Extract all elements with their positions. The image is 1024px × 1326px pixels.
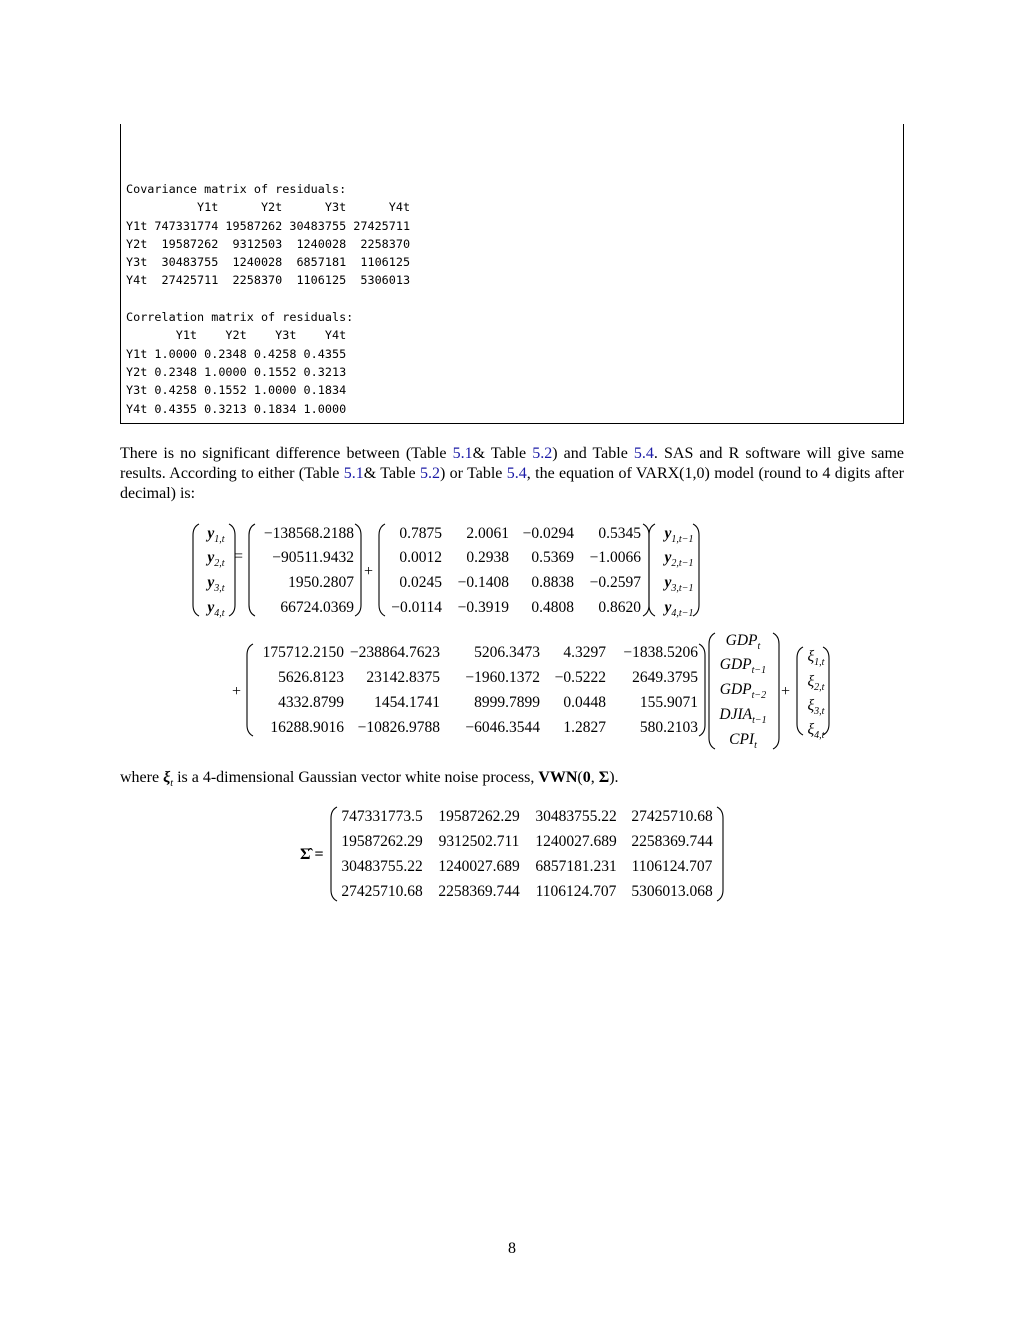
correlation-row: Y2t 0.2348 1.0000 0.1552 0.3213 [126,364,347,379]
xi-entry: $\xi_{4,t}$ [807,721,825,742]
theta-cell: 5626.8123 [278,669,344,686]
text: where [120,769,164,786]
covariance-row: Y4t 27425711 2258370 1106125 5306013 [126,273,411,288]
table-ref-link[interactable]: 5.1 [343,465,364,482]
theta-cell: 4.3297 [563,644,606,661]
phi-cell: 0.8620 [598,599,641,616]
text: , [590,769,599,786]
sigma-cell: 19587262.29 [341,833,423,850]
phi-cell: −1.0066 [589,549,641,566]
lag-vector-entry: $y_{2,t-1}$ [664,549,694,570]
exog-cell [712,681,774,701]
exog-entry: $DJIA_{t-1}$ [719,706,767,727]
xi-entry: $\xi_{2,t}$ [807,673,825,694]
y-vector-right-paren [228,523,236,617]
xi-symbol: ξ [163,769,171,786]
exog-entry: $GDP_{t-2}$ [719,681,767,702]
sigma-cell: 1106124.707 [535,883,617,900]
y-vector-entry: $y_{3,t}$ [207,574,225,595]
exog-entry: $GDP_{t-1}$ [719,656,767,677]
text: ) or Table [439,465,507,482]
exog-cell [712,731,774,751]
lag-vector-entry: $y_{4,t-1}$ [664,599,694,620]
equals-sign: = [234,548,244,565]
sigma-cell: 30483755.22 [535,808,617,825]
intercept-right-paren [354,523,362,617]
exog-cell [712,706,774,726]
table-ref-link[interactable]: 5.4 [506,465,527,482]
intercept-cell: −90511.9432 [272,549,354,566]
sigma-cell: 30483755.22 [341,858,423,875]
code-output-text [126,180,410,418]
theta-cell: 175712.2150 [262,644,344,661]
correlation-row: Y4t 0.4355 0.3213 0.1834 1.0000 [126,401,347,416]
text: ( [577,769,583,786]
phi-cell: −0.1408 [457,574,509,591]
theta-cell: 5206.3473 [474,644,540,661]
sigma-cell: 1240027.689 [535,833,617,850]
theta-cell: −10826.9788 [357,719,440,736]
phi-cell: 0.5369 [531,549,574,566]
text: ) and Table [552,445,634,462]
lag-vector-left-paren [648,523,656,617]
sigma-cell: 5306013.068 [631,883,713,900]
theta-cell: 8999.7899 [474,694,540,711]
sigma-right-paren [716,806,724,902]
theta-cell: 16288.9016 [270,719,344,736]
text: There is no significant difference between (Table [120,445,453,462]
code-output-box [120,124,904,424]
exog-entry: $CPI_t$ [729,731,757,752]
theta-cell: −1838.5206 [623,644,698,661]
exog-right-paren [772,632,780,750]
xi-subscript: t [170,778,174,790]
text: . SAS and R software will give same results. According to either (Table [120,445,904,482]
intercept-cell: −138568.2188 [263,525,354,542]
where-line [120,769,619,789]
theta-cell: −6046.3544 [465,719,540,736]
correlation-row: Y3t 0.4258 0.1552 1.0000 0.1834 [126,383,347,398]
text: ). [609,769,619,786]
exog-entry: $GDP_t$ [725,632,761,653]
sigma-hat-label-wrap [300,846,324,864]
table-ref-link[interactable]: 5.2 [532,445,553,462]
y-vector-entry: $y_{2,t}$ [207,549,225,570]
lag-vector-right-paren [692,523,700,617]
theta-cell: 2649.3795 [632,669,698,686]
sigma-cell: 747331773.5 [341,808,423,825]
page-number: 8 [508,1240,516,1257]
correlation-header: Y1t Y2t Y3t Y4t [126,328,347,343]
xi-right-paren [822,646,830,736]
theta-cell: −238864.7623 [349,644,440,661]
theta-cell: −1960.1372 [465,669,540,686]
table-ref-link[interactable]: 5.2 [419,465,440,482]
intercept-cell: 1950.2807 [288,574,354,591]
sigma-cell: 19587262.29 [438,808,520,825]
sigma-cell: 2258369.744 [631,833,713,850]
covariance-header: Y1t Y2t Y3t Y4t [126,200,411,215]
phi-cell: −0.3919 [457,599,509,616]
text: , the equation of VARX(1,0) model (round to 4 digits after decimal) is: [120,465,905,502]
correlation-row: Y1t 1.0000 0.2348 0.4258 0.4355 [126,346,347,361]
theta-cell: 1454.1741 [374,694,440,711]
covariance-row: Y2t 19587262 9312503 1240028 2258370 [126,236,411,251]
zero-vector: 0 [582,769,591,786]
sigma-hat-label: Σ̂ = [300,846,324,863]
xi-entry: $\xi_{1,t}$ [807,648,825,669]
theta-cell: 4332.8799 [278,694,344,711]
vwn-label: VWN [538,769,578,786]
exog-cell [712,656,774,676]
y-vector-entry: $y_{4,t}$ [207,599,225,620]
phi-cell: 0.2938 [466,549,509,566]
phi-cell: 0.8838 [531,574,574,591]
theta-cell: 1.2827 [563,719,606,736]
phi-cell: 0.7875 [399,525,442,542]
theta-cell: 0.0448 [563,694,606,711]
text: & Table [472,445,533,462]
covariance-row: Y3t 30483755 1240028 6857181 1106125 [126,255,411,270]
text: & Table [363,465,420,482]
sigma-cell: 9312502.711 [438,833,520,850]
theta-cell: 155.9071 [639,694,698,711]
sigma-cell: 27425710.68 [341,883,423,900]
sigma-symbol: Σ [598,769,610,786]
sigma-cell: 27425710.68 [631,808,713,825]
phi-cell: 0.0012 [399,549,442,566]
phi-cell: 0.5345 [598,525,641,542]
sigma-cell: 1240027.689 [438,858,520,875]
theta-right-paren [698,643,706,737]
covariance-row: Y1t 747331774 19587262 30483755 27425711 [126,218,411,233]
theta-cell: −0.5222 [554,669,606,686]
theta-cell: 580.2103 [639,719,698,736]
phi-cell: −0.0114 [391,599,442,616]
sigma-cell: 1106124.707 [631,858,713,875]
plus-sign: + [781,683,791,700]
theta-cell: 23142.8375 [366,669,440,686]
y-vector-entry: $y_{1,t}$ [207,525,225,546]
intercept-cell: 66724.0369 [280,599,354,616]
lag-vector-entry: $y_{1,t-1}$ [664,525,694,546]
table-ref-link[interactable]: 5.4 [633,445,654,462]
sigma-cell: 6857181.231 [535,858,617,875]
phi-cell: 2.0061 [466,525,509,542]
plus-sign: + [232,683,242,700]
exog-cell [712,632,774,652]
body-paragraph [120,444,904,504]
correlation-heading: Correlation matrix of residuals: [126,310,354,325]
plus-sign: + [364,563,374,580]
covariance-heading: Covariance matrix of residuals: [126,182,347,196]
phi-cell: −0.2597 [589,574,641,591]
phi-cell: 0.4808 [531,599,574,616]
table-ref-link[interactable]: 5.1 [452,445,473,462]
text: is a 4-dimensional Gaussian vector white noise process, [173,769,539,786]
lag-vector-entry: $y_{3,t-1}$ [664,574,694,595]
phi-cell: −0.0294 [522,525,574,542]
phi-cell: 0.0245 [399,574,442,591]
xi-entry: $\xi_{3,t}$ [807,697,825,718]
y-vector-left-paren [192,523,200,617]
sigma-cell: 2258369.744 [438,883,520,900]
